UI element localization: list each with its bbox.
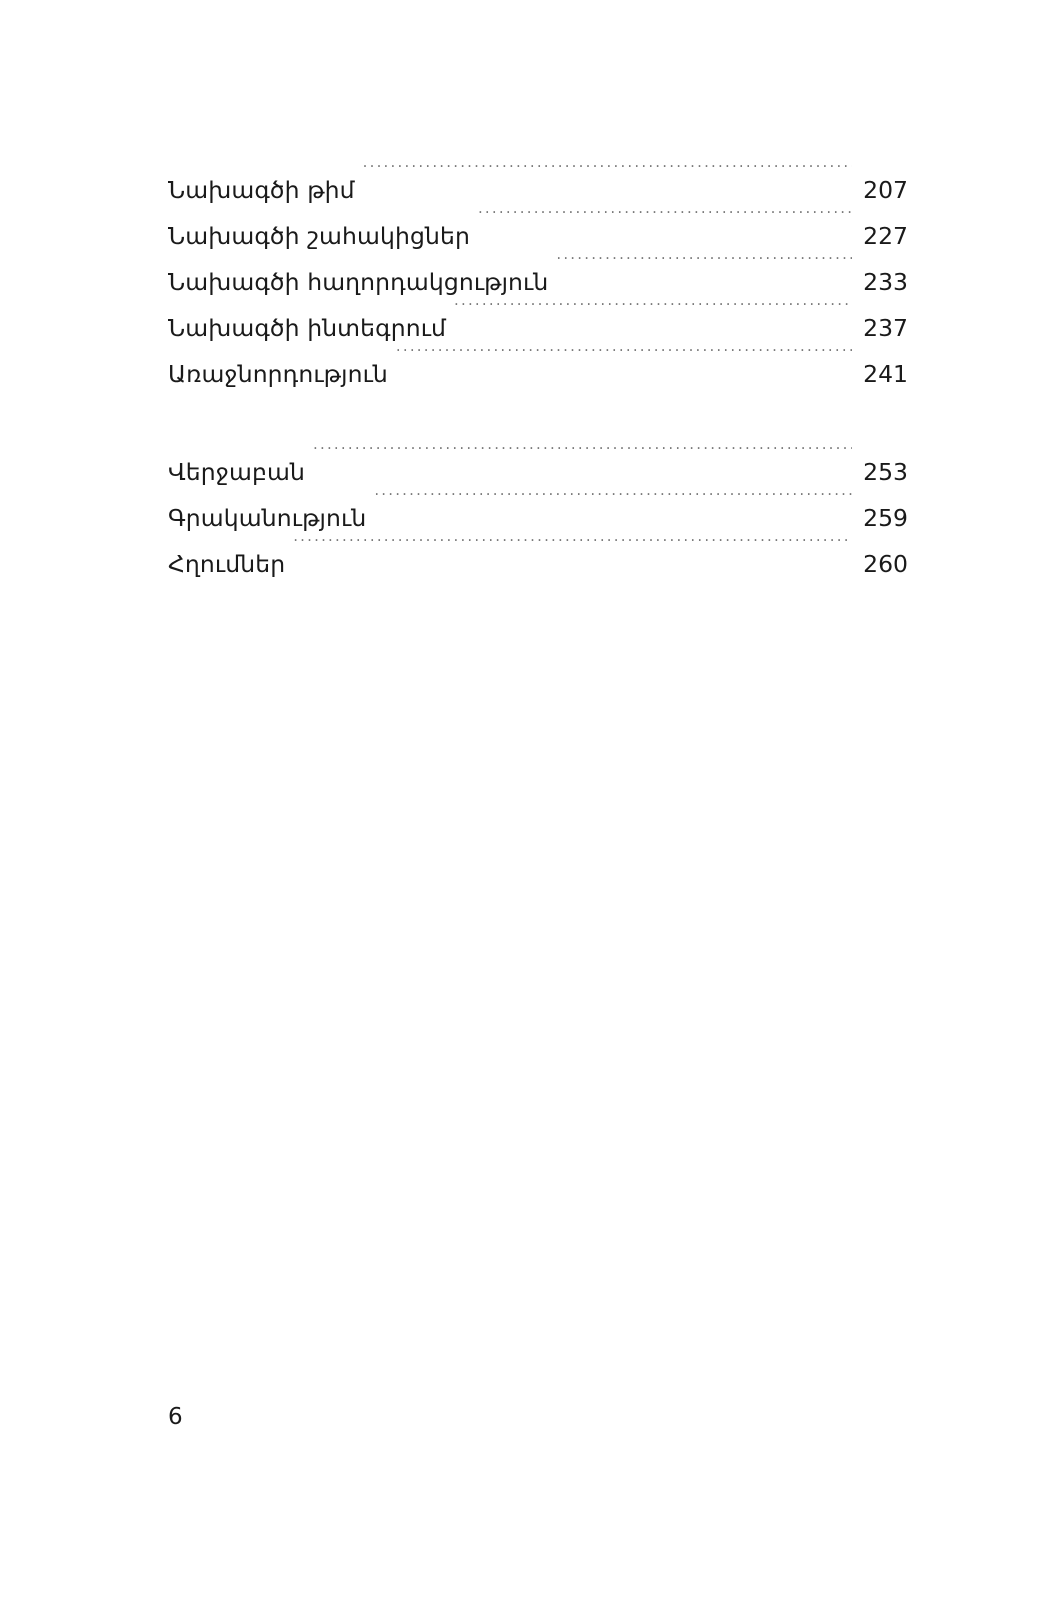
toc-leader-dots [478, 198, 852, 244]
toc-leader-dots [556, 244, 852, 290]
toc-entry-page: 253 [863, 458, 908, 486]
table-of-contents [168, 152, 908, 578]
toc-entry-page: 259 [863, 504, 908, 532]
toc-leader-dots [396, 336, 852, 382]
toc-entry-title: Նախագծի շահակիցներ [168, 222, 470, 250]
toc-entry-page: 227 [863, 222, 908, 250]
toc-group-back-matter [168, 434, 908, 578]
toc-entry-title: Նախագծի թիմ [168, 176, 355, 204]
toc-group-chapters [168, 152, 908, 388]
toc-entry-title: Նախագծի հաղորդակցություն [168, 268, 549, 296]
toc-leader-dots [363, 152, 852, 198]
toc-entry-page: 207 [863, 176, 908, 204]
toc-entry-page: 233 [863, 268, 908, 296]
toc-entry-title: Վերջաբան [168, 458, 306, 486]
toc-entry[interactable] [168, 434, 908, 486]
toc-entry[interactable] [168, 152, 908, 204]
toc-entry-page: 241 [863, 360, 908, 388]
toc-leader-dots [293, 526, 852, 572]
toc-leader-dots [313, 434, 852, 480]
page-folio: 6 [168, 1404, 183, 1430]
toc-entry-title: Նախագծի ինտեգրում [168, 314, 447, 342]
toc-entry-page: 237 [863, 314, 908, 342]
toc-leader-dots [374, 480, 852, 526]
toc-entry-page: 260 [863, 550, 908, 578]
toc-entry-title: Հղումներ [168, 550, 286, 578]
toc-entry-title: Առաջնորդություն [168, 360, 388, 388]
toc-entry-title: Գրականություն [168, 504, 367, 532]
toc-leader-dots [454, 290, 852, 336]
